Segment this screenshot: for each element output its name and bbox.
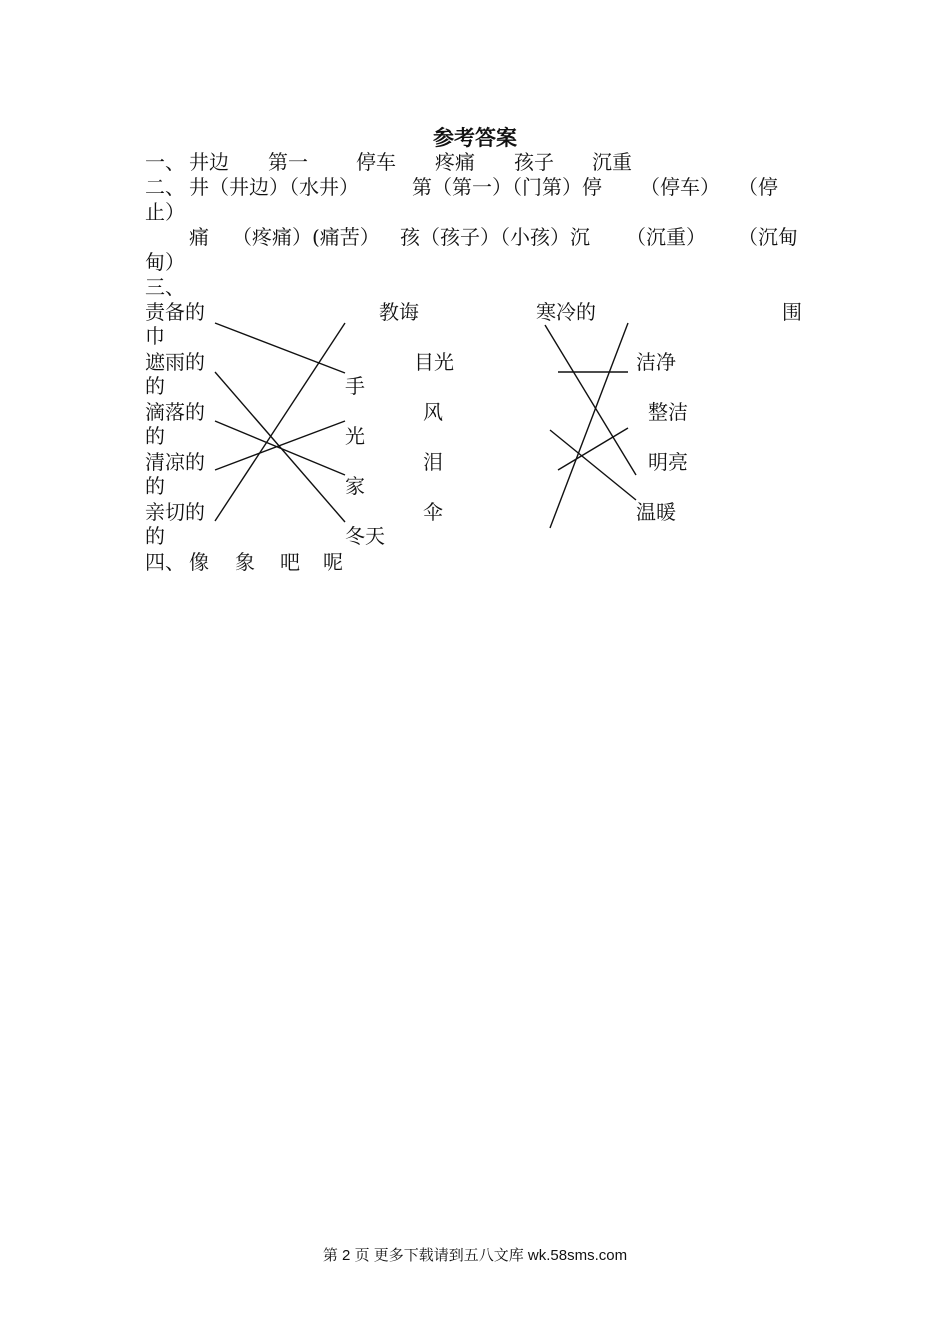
section2-part: （疼痛）(痛苦） [232,225,380,249]
section2-wrap: 甸） [145,250,185,274]
section3-label: 三、 [145,275,185,299]
mid-col-item: 冬天 [345,524,385,548]
mid-col-item: 家 [345,474,365,498]
left-col-item: 责备的 [145,300,205,324]
right-col-item: 风 [423,400,443,424]
col4-item: 温暖 [636,500,676,524]
left-col-item: 遮雨的 [145,350,205,374]
section1-word: 孩子 [514,150,554,174]
section2-part: 痛 [189,225,209,249]
mid-col-item: 手 [345,374,365,398]
col4-item: 明亮 [648,450,688,474]
section1-word: 第一 [268,150,308,174]
section1-word: 疼痛 [435,150,475,174]
col4-item: 洁净 [636,350,676,374]
section2-wrap: 止） [145,200,185,224]
left-col-item: 亲切的 [145,500,205,524]
page-title: 参考答案 [433,126,517,150]
section2-part: （停 [738,175,778,199]
match-line [215,421,345,475]
section1-word: 停车 [356,150,396,174]
right-col-item: 泪 [423,450,443,474]
far-right-item: 围 [782,300,802,324]
left-col-item: 清凉的 [145,450,205,474]
section4-label: 四、 [145,550,185,574]
left-col-wrap: 的 [145,374,165,398]
section4-word: 呢 [323,550,343,574]
col3-item: 寒冷的 [536,300,596,324]
match-line [550,430,636,500]
section2-label: 二、 [145,175,185,199]
match-line [558,428,628,470]
match-line [545,325,636,475]
match-line [215,372,345,522]
right-col-item: 伞 [423,500,443,524]
section2-part: 孩（孩子）（小孩）沉 [400,225,590,249]
left-col-wrap: 的 [145,424,165,448]
section4-word: 象 [235,550,255,574]
section2-part: （停车） [640,175,720,199]
mid-col-item: 光 [345,424,365,448]
left-col-wrap: 巾 [145,324,165,348]
section1-label: 一、 [145,150,185,174]
match-line [215,323,345,373]
section2-part: 第（第一）（门第）停 [412,175,602,199]
col4-item: 整洁 [648,400,688,424]
right-col-item: 目光 [414,350,454,374]
section2-part: 井（井边）（水井） [189,175,359,199]
left-col-wrap: 的 [145,474,165,498]
section4-word: 吧 [280,550,300,574]
left-col-item: 滴落的 [145,400,205,424]
match-line [215,323,345,521]
section1-word: 沉重 [592,150,632,174]
section2-part: （沉甸 [738,225,798,249]
page-footer: 第 2 页 更多下载请到五八文库 wk.58sms.com [322,1247,628,1264]
section2-part: （沉重） [626,225,706,249]
left-col-wrap: 的 [145,524,165,548]
section4-word: 像 [189,550,209,574]
section1-word: 井边 [189,150,229,174]
right-col-item: 教诲 [379,300,419,324]
